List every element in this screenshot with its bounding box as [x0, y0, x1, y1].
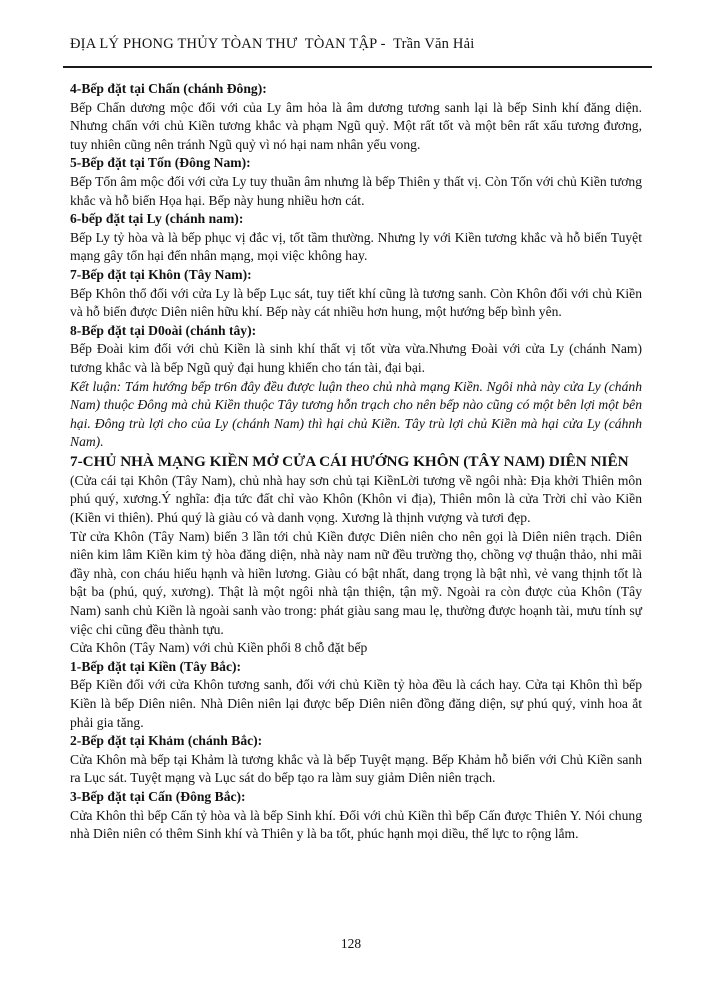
para-chapter-intro: (Cửa cái tại Khôn (Tây Nam), chủ nhà hay sơn chủ tại KiềnLời tương về ngôi nhà: Địa khởi Thiên môn phú quý, xương.Ý nghĩa: địa tức đất chỉ vào Khôn (Khôn vi địa), Thiên môn là cửa Trời chỉ vào Kiền (Kiền vi thiên). Phú quý là giàu có và danh vọng. Xương là thịnh vượng và tươi đẹp.: [70, 472, 642, 526]
para-ket-luan: Kết luận: Tám hướng bếp tr6n đây đều được luận theo chủ nhà mạng Kiền. Ngôi nhà này cửa Ly (chánh Nam) thuộc Đông mà chủ Kiền thuộc Tây tương hỗn trạch cho nên bếp nào cũng có một bên lợi một bên hại. Đông trù lợi cho của Ly (chánh Nam) thì hại chủ Kiền. Tây trù lợi chủ Kiền mà hại cửa Ly (cáhnh Nam).: [70, 378, 642, 450]
page-content: [70, 80, 642, 844]
para-bep-ton: Bếp Tốn âm mộc đối với cửa Ly tuy thuần âm nhưng là bếp Thiên y thất vị. Còn Tốn với chủ Kiền tương khắc và hỗ biến Họa hại. Bếp này hung nhiều hơn cát.: [70, 173, 642, 208]
para-bep-doai: Bếp Đoài kim đối với chủ Kiền là sinh khí thất vị tốt vừa vừa.Nhưng Đoài với cửa Ly (chánh Nam) tương khắc và là bếp Ngũ quỷ đại hung khiến cho tán tài, đại bại.: [70, 341, 642, 375]
para-bep-chan: Bếp Chấn dương mộc đối với của Ly âm hỏa là âm dương tương sanh lại là bếp Sinh khí đăng diện. Nhưng chấn với chủ Kiền tương khắc và phạm Ngũ quỷ. Một rất tốt và một bên rất xấu tương đương, tuy nhiên cũng nên tránh Ngũ quỷ vì nó hại nam nhân yểu vong.: [70, 99, 642, 152]
page-header: [70, 36, 642, 68]
para-bep-ly: Bếp Ly tỷ hòa và là bếp phục vị đắc vị, tốt tầm thường. Nhưng ly với Kiền tương khắc và hỗ biến Tuyệt mạng gây tổn hại đến nhân mạng, mọi việc không hay.: [70, 229, 642, 264]
para-dien-nien: Từ cửa Khôn (Tây Nam) biến 3 lần tới chủ Kiền được Diên niên cho nên gọi là Diên niên trạch. Diên niên kim lâm Kiền kim tỷ hòa đăng diện, nhà này nam nữ đều trường thọ, chồng vợ thuận thảo, nhi mãi đầy nhà, con cháu hiếu hạnh và hiền lương. Giàu có bật nhất, dang trọng là bật nhì, vẻ vang thịnh tốt là bật ba (phú, quý, xương). Thật là một ngôi nhà tận thiện, tận mỹ. Ngoài ra còn được của Khôn (Tây Nam) sanh chủ Kiền là ngoài sanh vào trong: phát giàu sang mau lẹ, thường được hoạnh tài, mưu tính sự việc chi cũng đều thành tựu.: [70, 528, 642, 637]
heading-bep-can: 3-Bếp đặt tại Cấn (Đông Bắc):: [70, 788, 246, 804]
para-bep-can: Cửa Khôn thì bếp Cấn tỷ hòa và là bếp Sinh khí. Đối với chủ Kiền thì bếp Cấn được Thiên Y. Nói chung nhà Diên niên có thêm Sinh khí và Thiên y là ba tốt, phúc hạnh mọi diều, thế lực to rộng lắm.: [70, 807, 642, 842]
heading-bep-chan: 4-Bếp đặt tại Chấn (chánh Đông):: [70, 81, 267, 96]
chapter-heading: 7-CHỦ NHÀ MẠNG KIỀN MỞ CỬA CÁI HƯỚNG KHÔN (TÂY NAM) DIÊN NIÊN: [70, 452, 629, 470]
page-footer: [0, 936, 702, 952]
heading-bep-khon: 7-Bếp đặt tại Khôn (Tây Nam):: [70, 266, 252, 282]
para-bep-kien: Bếp Kiền đối với cửa Khôn tương sanh, đối với chủ Kiền tỷ hòa đều là cách hay. Cửa tại Khôn thì bếp Kiền là bếp Diên niên. Nhà Diên niên lại được bếp Diên niên đồng đăng diện, sự phú quý, vinh hoa ắt phải gia tăng.: [70, 677, 642, 730]
running-title: ĐỊA LÝ PHONG THỦY TÒAN THƯ TÒAN TẬP - Trần Văn Hải: [70, 36, 475, 52]
heading-bep-doai: 8-Bếp đặt tại D0oài (chánh tây):: [70, 322, 257, 338]
header-rule: [63, 66, 652, 68]
para-bep-khon: Bếp Khôn thổ đối với cửa Ly là bếp Lục sát, tuy tiết khí cũng là tương sanh. Còn Khôn đối với chủ Kiền và hỗ biến được Diên niên hữu khí. Bếp này cát nhiều hơn hung, một hướng bếp bình yên.: [70, 285, 642, 320]
heading-bep-kien: 1-Bếp đặt tại Kiền (Tây Bắc):: [70, 658, 242, 674]
page-number: 128: [340, 936, 362, 951]
para-phoi-8-cho: Cửa Khôn (Tây Nam) với chủ Kiền phối 8 chỗ đặt bếp: [70, 640, 368, 656]
heading-bep-kham: 2-Bếp đặt tại Khảm (chánh Bắc):: [70, 733, 263, 749]
para-bep-kham: Cửa Khôn mà bếp tại Khảm là tương khắc và là bếp Tuyệt mạng. Bếp Khảm hỗ biến với Chủ Kiền sanh ra Lục sát. Tuyệt mạng và Lục sát do bếp tạo ra làm suy giảm Diên niên trạch.: [70, 751, 642, 786]
heading-bep-ly: 6-bếp đặt tại Ly (chánh nam):: [70, 211, 244, 227]
heading-bep-ton: 5-Bếp đặt tại Tốn (Đông Nam):: [70, 155, 251, 171]
